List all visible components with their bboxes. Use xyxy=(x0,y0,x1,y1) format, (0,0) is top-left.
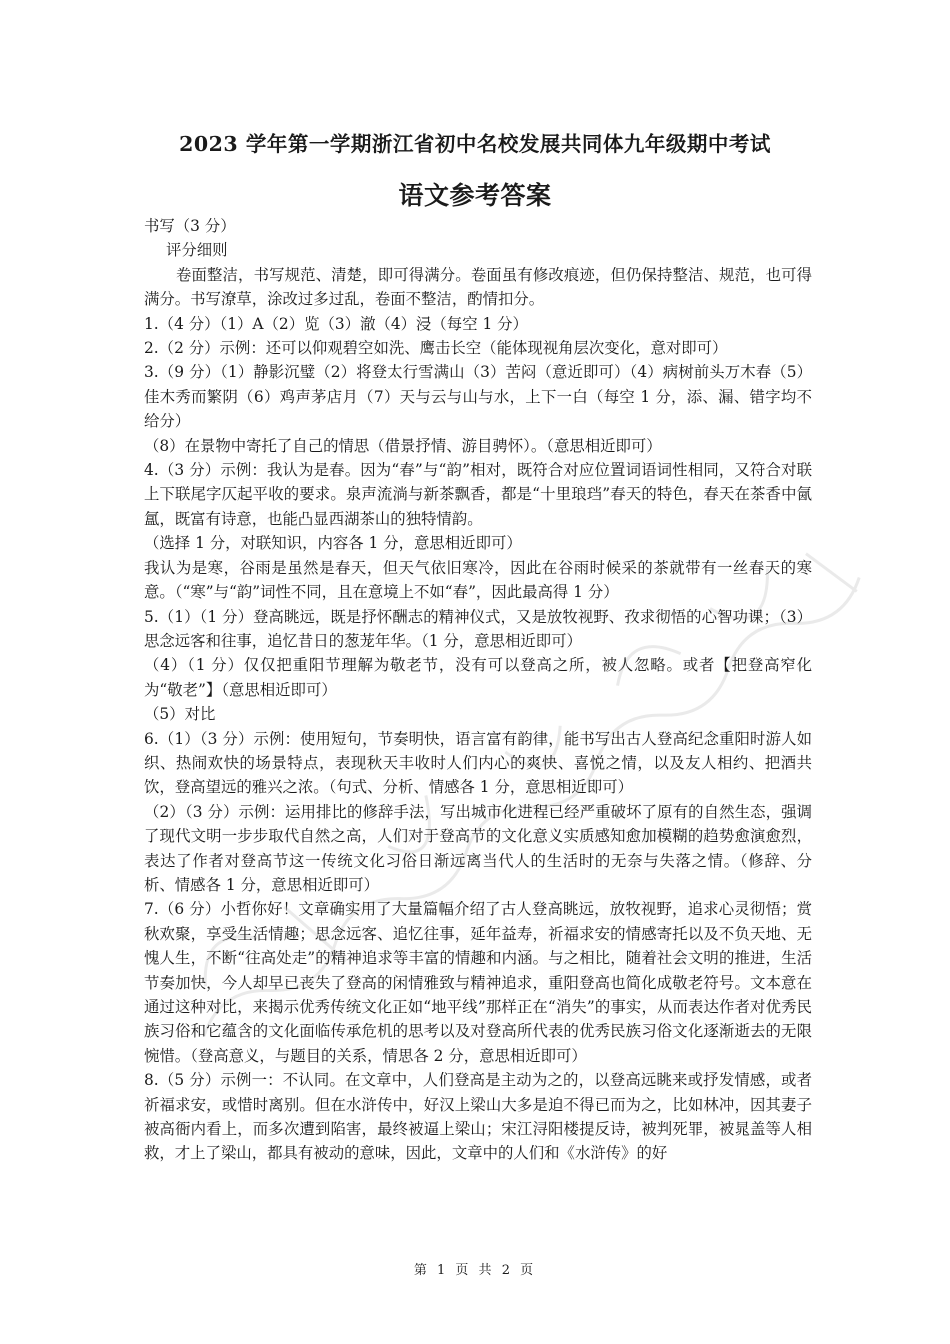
answer-5: 5.（1）（1 分）登高眺远，既是抒怀酬志的精神仪式，又是放牧视野、孜求彻悟的心智功课；（3）思念远客和往事，追忆昔日的葱茏年华。（1 分，意思相近即可） xyxy=(144,607,812,650)
document-subtitle: 语文参考答案 xyxy=(398,181,552,210)
section-heading-writing: 书写（3 分） xyxy=(144,217,236,235)
answer-3: 3.（9 分）（1）静影沉璧（2）将登太行雪满山（3）苦闷（意近即可）（4）病树前头万木春（5）佳木秀而繁阴（6）鸡声茅店月（7）天与云与山与水，上下一白（每空 1 分，添、漏、错字均不给分） xyxy=(144,363,812,431)
answer-5-4: （4）（1 分）仅仅把重阳节理解为敬老节，没有可以登高之所，被人忽略。或者【把登高窄化为“敬老”】（意思相近即可） xyxy=(144,656,812,699)
page-number: 第 1 页 共 2 页 xyxy=(413,1263,537,1278)
answer-4-alt: 我认为是寒，谷雨是虽然是春天，但天气依旧寒冷，因此在谷雨时候采的茶就带有一丝春天的寒意。（“寒”与“韵”词性不同，且在意境上不如“春”，因此最高得 1 分） xyxy=(144,558,812,602)
scoring-rules-text: 卷面整洁，书写规范、清楚，即可得满分。卷面虽有修改痕迹，但仍保持整洁、规范，也可得满分。书写潦草，涂改过多过乱，卷面不整洁，酌情扣分。 xyxy=(144,265,812,309)
answer-6-1: 6.（1）（3 分）示例：使用短句，节奏明快，语言富有韵律，能书写出古人登高纪念重阳时游人如织、热闹欢快的场景特点，表现秋天丰收时人们内心的爽快、喜悦之情，以及友人相约、把酒共饮，登高望远的雅兴之浓。（句式、分析、情感各 1 分，意思相近即可） xyxy=(144,729,812,797)
answer-2: 2.（2 分）示例：还可以仰观碧空如洗、鹰击长空（能体现视角层次变化，意对即可） xyxy=(144,339,728,358)
answer-1: 1.（4 分）（1）A（2）览（3）澈（4）浸（每空 1 分） xyxy=(144,314,528,333)
scoring-rules-heading: 评分细则 xyxy=(166,241,228,260)
answer-4-scoring: （选择 1 分，对联知识，内容各 1 分，意思相近即可） xyxy=(144,534,522,553)
answer-4: 4.（3 分）示例：我认为是春。因为“春”与“韵”相对，既符合对应位置词语词性相同，又符合对联上下联尾字仄起平收的要求。泉声流淌与新茶飘香，都是“十里琅珰”春天的特色，春天在茶香中氤氲，既富有诗意，也能凸显西湖茶山的独特情韵。 xyxy=(144,461,812,528)
document-title: 2023 学年第一学期浙江省初中名校发展共同体九年级期中考试 xyxy=(179,132,771,156)
answer-6-2: （2）（3 分）示例：运用排比的修辞手法，写出城市化进程已经严重破坏了原有的自然生态，强调了现代文明一步步取代自然之高，人们对于登高节的文化意义实质感知愈加模糊的趋势愈演愈烈，表达了作者对登高节这一传统文化习俗日渐远离当代人的生活时的无奈与失落之情。（修辞、分析、情感各 1 分，意思相近即可） xyxy=(144,802,812,894)
answer-3-8: （8）在景物中寄托了自己的情思（借景抒情、游目骋怀）。（意思相近即可） xyxy=(144,436,662,455)
answer-8: 8.（5 分）示例一：不认同。在文章中，人们登高是主动为之的，以登高远眺来或抒发情感，或者祈福求安，或惜时离别。但在水浒传中，好汉上梁山大多是迫不得已而为之，比如林冲，因其妻子被高衙内看上，而多次遭到陷害，最终被逼上梁山；宋江浔阳楼提反诗，被判死罪，被晁盖等人相救，才上了梁山，都具有被动的意味，因此，文章中的人们和《水浒传》的好 xyxy=(144,1071,812,1163)
answer-content xyxy=(144,214,812,1166)
answer-5-5: （5）对比 xyxy=(144,705,216,724)
answer-7: 7.（6 分）小哲你好！文章确实用了大量篇幅介绍了古人登高眺远，放牧视野，追求心灵彻悟；赏秋欢聚，享受生活情趣；思念远客、追忆往事，延年益寿，祈福求安的情感寄托以及不负天地、无愧人生，不断“往高处走”的精神追求等丰富的情趣和内涵。与之相比，随着社会文明的推进，生活节奏加快，今人却早已丧失了登高的闲情雅致与精神追求，重阳登高也简化成敬老符号。文本意在通过这种对比，来揭示优秀传统文化正如“地平线”那样正在“消失”的事实，从而表达作者对优秀民族习俗和它蕴含的文化面临传承危机的思考以及对登高所代表的优秀民族习俗文化逐渐逝去的无限惋惜。（登高意义，与题目的关系，情思各 2 分，意思相近即可） xyxy=(144,900,812,1065)
